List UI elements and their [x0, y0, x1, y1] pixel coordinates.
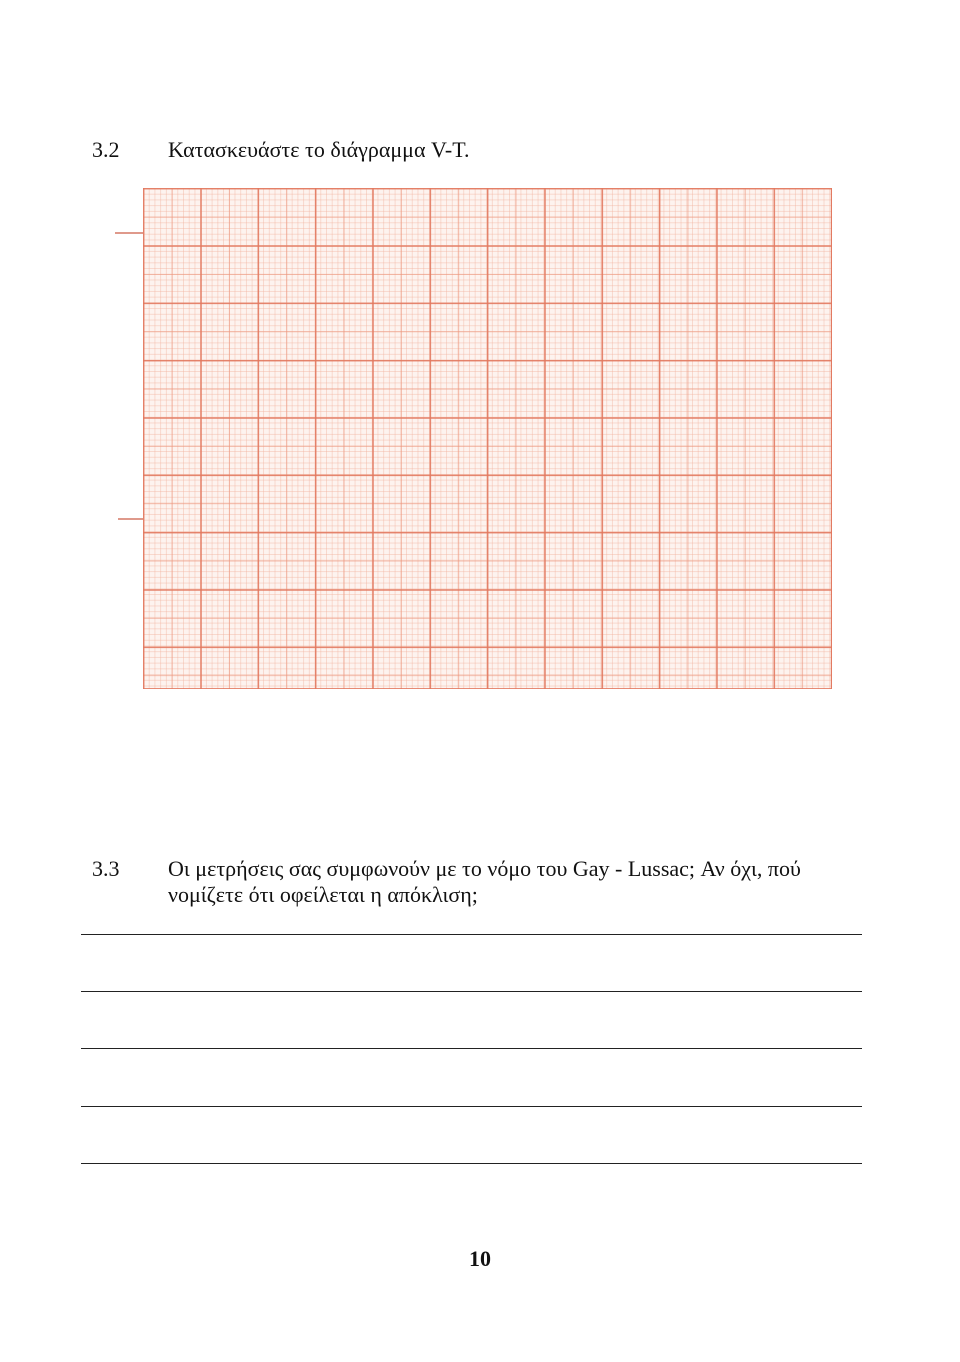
answer-line[interactable] — [81, 934, 862, 935]
axis-tick-mark — [115, 232, 145, 234]
answer-line[interactable] — [81, 991, 862, 992]
page-number: 10 — [469, 1246, 491, 1271]
answer-line[interactable] — [81, 1106, 862, 1107]
axis-tick-mark — [118, 518, 144, 520]
answer-line[interactable] — [81, 1163, 862, 1164]
section-3-3-question-line-2: νομίζετε ότι οφείλεται η απόκλιση; — [168, 882, 478, 907]
graph-paper-grid[interactable] — [143, 188, 832, 689]
section-3-3-question-line-1: Οι μετρήσεις σας συμφωνούν με το νόμο του Gay - Lussac; Αν όχι, πού — [168, 856, 801, 881]
section-3-2-number: 3.2 — [92, 137, 120, 162]
section-3-2-instruction: Κατασκευάστε το διάγραμμα V-T. — [168, 137, 470, 162]
section-3-3-number: 3.3 — [92, 856, 120, 881]
answer-line[interactable] — [81, 1048, 862, 1049]
